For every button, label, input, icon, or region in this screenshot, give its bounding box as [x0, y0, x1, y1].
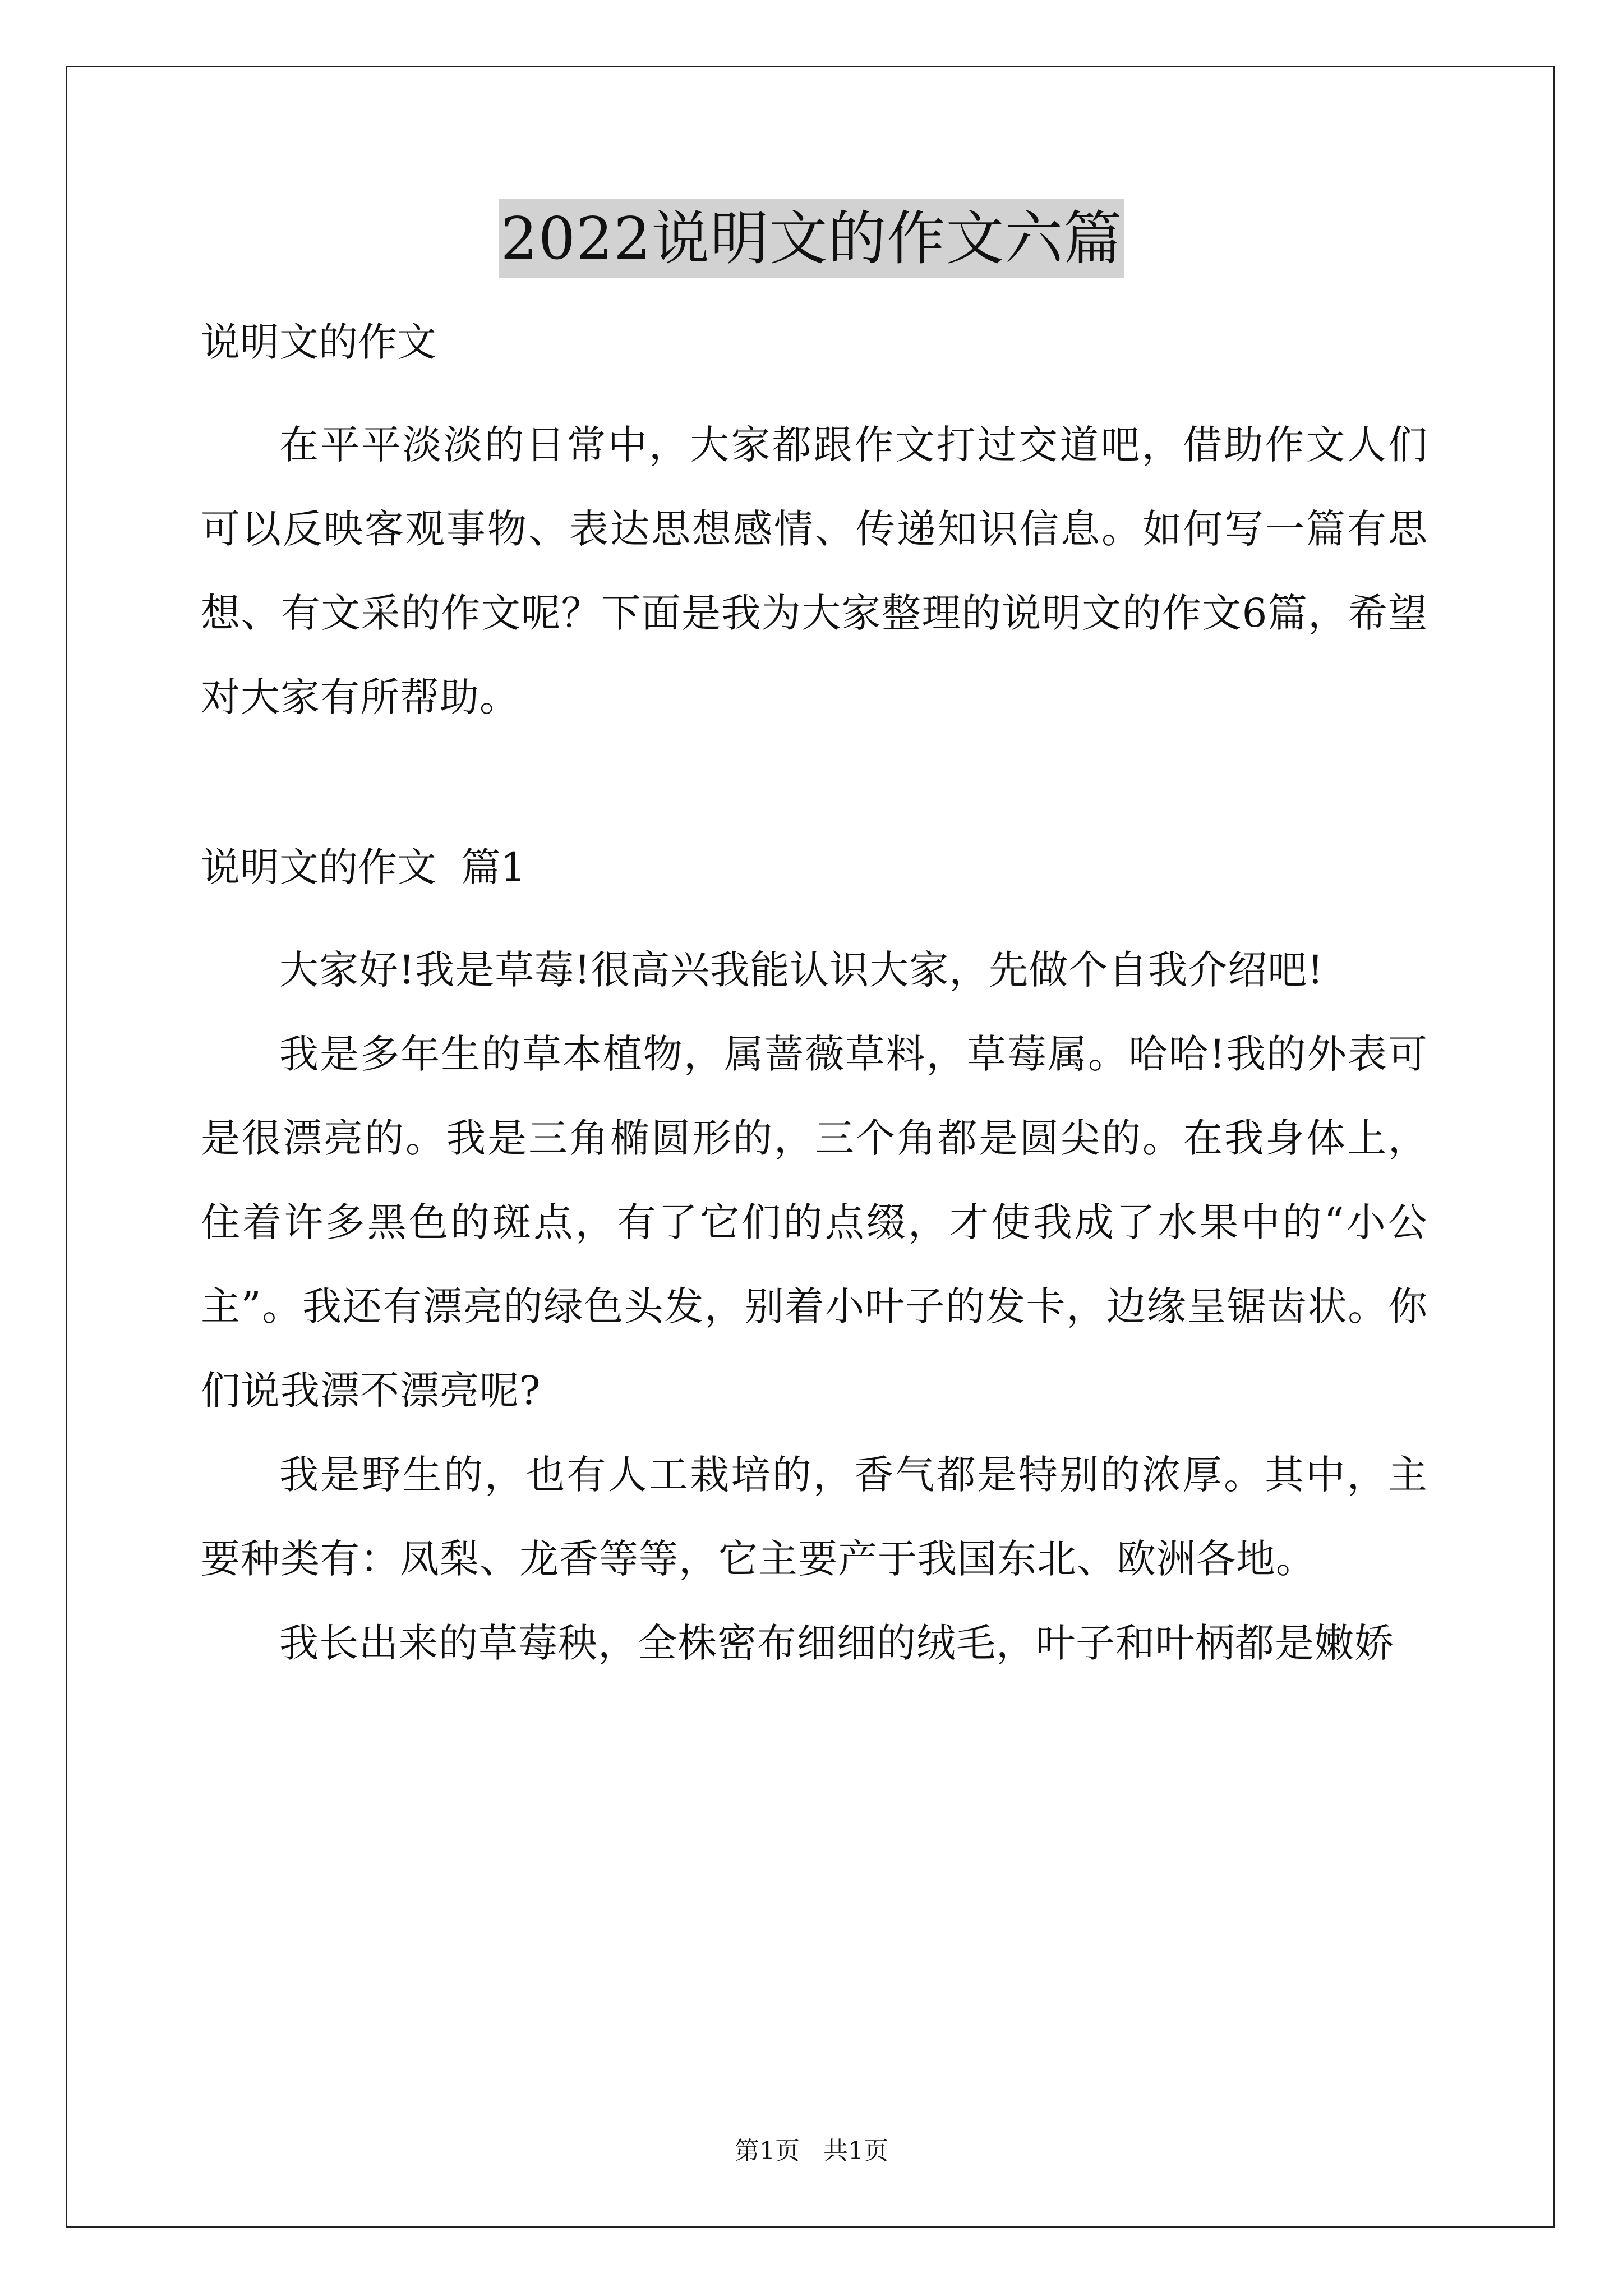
section-paragraph: 大家好!我是草莓!很高兴我能认识大家，先做个自我介绍吧!: [279, 947, 1324, 993]
section-paragraph: 我是多年生的草本植物，属蔷薇草料，草莓属。哈哈!我的外表可是很漂亮的。我是三角椭圆形的，三个角都是圆尖的。在我身体上，住着许多黑色的斑点，有了它们的点缀，才使我成了水果中的“小公主”。我还有漂亮的绿色头发，别着小叶子的发卡，边缘呈锯齿状。你们说我漂不漂亮呢?: [201, 1031, 1428, 1414]
intro-heading: 说明文的作文: [201, 319, 436, 365]
page-footer: 第1页 共1页: [735, 2137, 888, 2165]
section-paragraph: 我长出来的草莓秧，全株密布细细的绒毛，叶子和叶柄都是嫩娇: [279, 1620, 1394, 1666]
intro-paragraph: 在平平淡淡的日常中，大家都跟作文打过交道吧，借助作文人们可以反映客观事物、表达思想感情、传递知识信息。如何写一篇有思想、有文采的作文呢？下面是我为大家整理的说明文的作文6篇，希望对大家有所帮助。: [201, 422, 1428, 720]
section-heading: 说明文的作文 篇1: [201, 844, 526, 890]
title-container: [0, 199, 1623, 278]
section-paragraph: 我是野生的，也有人工栽培的，香气都是特别的浓厚。其中，主要种类有：凤梨、龙香等等，它主要产于我国东北、欧洲各地。: [201, 1452, 1428, 1582]
document-title: 2022说明文的作文六篇: [499, 199, 1125, 278]
document-body: [201, 314, 1428, 1685]
